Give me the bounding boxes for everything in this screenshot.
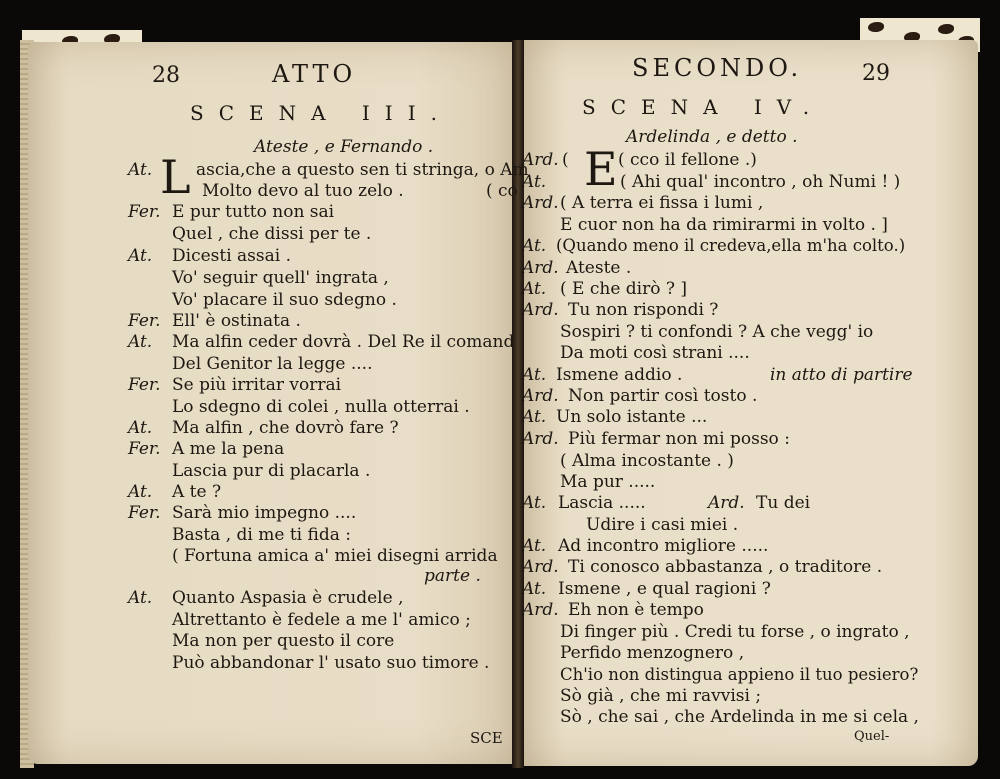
speaker-label: Fer. bbox=[128, 202, 161, 222]
verse-line: Del Genitor la legge .... bbox=[172, 354, 373, 374]
speaker-label: Ard. bbox=[522, 193, 559, 213]
stage-direction: in atto di partire bbox=[770, 365, 913, 385]
left-running-head: ATTO bbox=[272, 60, 357, 88]
verse-line: Di finger più . Credi tu forse , o ingrato , bbox=[560, 622, 910, 642]
verse-line: E pur tutto non sai bbox=[172, 202, 335, 222]
verse-line: Molto devo al tuo zelo . bbox=[202, 181, 404, 201]
speaker-label: Ard. bbox=[522, 386, 559, 406]
speaker-label: At. bbox=[522, 493, 547, 513]
speaker-label: Fer. bbox=[128, 439, 161, 459]
speaker-label: At. bbox=[522, 579, 547, 599]
speaker-label: Ard. bbox=[522, 300, 559, 320]
right-scene-title: SCENA IV. bbox=[582, 95, 825, 119]
verse-line: Ch'io non distingua appieno il tuo pesiero? bbox=[560, 665, 919, 684]
speaker-label: Fer. bbox=[128, 375, 161, 395]
verse-line: Dicesti assai . bbox=[172, 246, 292, 266]
paren: ( bbox=[562, 150, 569, 170]
verse-line: Sò , che sai , che Ardelinda in me si cela , bbox=[560, 707, 919, 727]
speaker-label: Ard. bbox=[522, 150, 559, 170]
speaker-label: At. bbox=[128, 418, 153, 438]
speaker-label: At. bbox=[522, 365, 547, 385]
verse-line: Ismene , e qual ragioni ? bbox=[558, 579, 771, 599]
speaker-label: At. bbox=[522, 536, 547, 556]
verse-line: Può abbandonar l' usato suo timore . bbox=[172, 653, 490, 673]
drop-cap: E bbox=[584, 142, 618, 196]
speaker-label: At. bbox=[128, 160, 153, 180]
speaker-label: Ard. bbox=[522, 600, 559, 620]
verse-line: (Quando meno il credeva,ella m'ha colto.) bbox=[556, 236, 906, 255]
verse-line: Quanto Aspasia è crudele , bbox=[172, 588, 404, 608]
speaker-label: At. bbox=[128, 246, 153, 266]
right-scene-characters: Ardelinda , e detto . bbox=[626, 127, 798, 147]
speaker-label: At. bbox=[128, 482, 153, 502]
verse-line: ( Alma incostante . ) bbox=[560, 451, 734, 471]
verse-line: Sospiri ? ti confondi ? A che vegg' io bbox=[560, 322, 874, 342]
catchword: Quel- bbox=[854, 729, 890, 744]
speaker-label: At. bbox=[522, 236, 547, 256]
speaker-label: Ard. bbox=[522, 557, 559, 577]
drop-cap: L bbox=[160, 150, 191, 204]
verse-line: Tu non rispondi ? bbox=[568, 300, 719, 320]
left-scene-title: SCENA III. bbox=[190, 101, 452, 125]
verse-line: Perfido menzognero , bbox=[560, 643, 745, 663]
stage-direction: parte . bbox=[424, 566, 481, 586]
verse-line: Ma alfin , che dovrò fare ? bbox=[172, 418, 399, 438]
verse-line: Non partir così tosto . bbox=[568, 386, 758, 406]
verse-line: Se più irritar vorrai bbox=[172, 375, 342, 395]
verse-line: Lo sdegno di colei , nulla otterrai . bbox=[172, 397, 470, 417]
verse-line: Sarà mio impegno .... bbox=[172, 503, 357, 523]
verse-line: Ismene addio . bbox=[556, 365, 683, 385]
verse-line: Eh non è tempo bbox=[568, 600, 704, 620]
speaker-label: At. bbox=[522, 279, 547, 299]
catchword: SCE bbox=[470, 729, 503, 747]
verse-line: Ateste . bbox=[566, 258, 632, 278]
verse-line: Ma pur ..... bbox=[560, 472, 656, 492]
speaker-label: At. bbox=[128, 332, 153, 352]
verse-line: Tu dei bbox=[756, 493, 811, 513]
speaker-label: Fer. bbox=[128, 311, 161, 331]
verse-line: Da moti così strani .... bbox=[560, 343, 750, 363]
verse-line: Altrettanto è fedele a me l' amico ; bbox=[172, 610, 471, 630]
speaker-label: Fer. bbox=[128, 503, 161, 523]
verse-line: ( Fortuna amica a' miei disegni arrida bbox=[172, 546, 498, 566]
verse-line: Vo' placare il suo sdegno . bbox=[172, 290, 397, 310]
left-page-number: 28 bbox=[152, 63, 180, 88]
verse-line: Vo' seguir quell' ingrata , bbox=[172, 268, 389, 288]
verse-line: ( A terra ei fissa i lumi , bbox=[560, 193, 764, 213]
verse-line: Ti conosco abbastanza , o traditore . bbox=[568, 557, 883, 577]
right-page-number: 29 bbox=[862, 61, 890, 86]
verse-line: Quel , che dissi per te . bbox=[172, 224, 372, 244]
speaker-label: At. bbox=[522, 172, 547, 192]
verse-line: ( cco il fellone .) bbox=[618, 150, 757, 170]
verse-line: A te ? bbox=[172, 482, 222, 502]
right-running-head: SECONDO. bbox=[632, 54, 803, 82]
verse-line: Ma alfin ceder dovrà . Del Re il comand bbox=[172, 332, 515, 352]
verse-line: Ma non per questo il core bbox=[172, 631, 395, 651]
speaker-label: At. bbox=[522, 407, 547, 427]
speaker-label: Ard. bbox=[522, 258, 559, 278]
verse-line: Udire i casi miei . bbox=[586, 515, 739, 535]
verse-line: ( Ahi qual' incontro , oh Numi ! ) bbox=[620, 172, 901, 192]
speaker-label: At. bbox=[128, 588, 153, 608]
verse-line: ascia,che a questo sen ti stringa, o Am bbox=[196, 160, 529, 180]
verse-line: ( co bbox=[486, 181, 518, 201]
verse-line: Ad incontro migliore ..... bbox=[558, 536, 769, 556]
verse-line: Basta , di me ti fida : bbox=[172, 525, 351, 545]
verse-line: A me la pena bbox=[172, 439, 285, 459]
verse-line: Un solo istante ... bbox=[556, 407, 708, 427]
verse-line: Sò già , che mi ravvisi ; bbox=[560, 686, 762, 706]
verse-line: Lascia ..... bbox=[558, 493, 646, 513]
left-scene-characters: Ateste , e Fernando . bbox=[254, 137, 434, 157]
verse-line: ( E che dirò ? ] bbox=[560, 279, 688, 299]
verse-line: Più fermar non mi posso : bbox=[568, 429, 790, 449]
verse-line: E cuor non ha da rimirarmi in volto . ] bbox=[560, 215, 888, 235]
speaker-label: Ard. bbox=[708, 493, 745, 513]
verse-line: Ell' è ostinata . bbox=[172, 311, 301, 331]
speaker-label: Ard. bbox=[522, 429, 559, 449]
verse-line: Lascia pur di placarla . bbox=[172, 461, 371, 481]
